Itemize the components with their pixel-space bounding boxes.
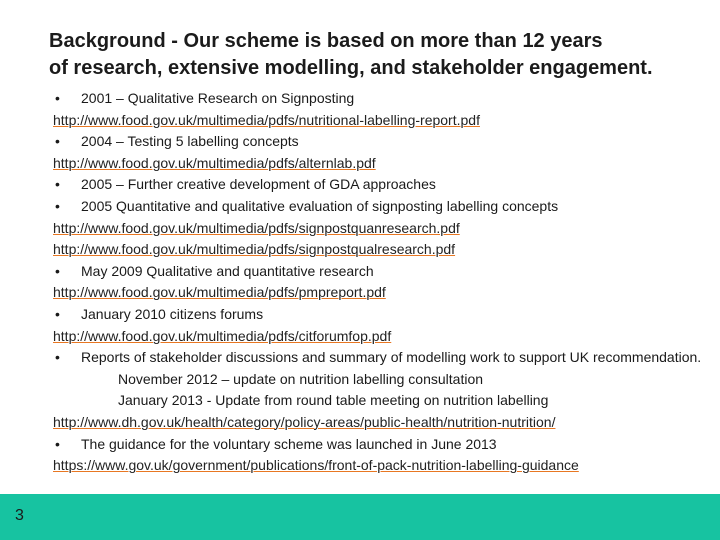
list-item: • 2005 – Further creative development of GDA approaches xyxy=(53,174,718,196)
reference-link[interactable]: https://www.gov.uk/government/publications/front-of-pack-nutrition-labelling-guidance xyxy=(53,457,579,474)
reference-link[interactable]: http://www.dh.gov.uk/health/category/policy-areas/public-health/nutrition-nutrition/ xyxy=(53,413,556,430)
bullet-icon: • xyxy=(55,349,60,366)
reference-link[interactable]: http://www.food.gov.uk/multimedia/pdfs/signpostqualresearch.pdf xyxy=(53,241,456,258)
bullet-icon: • xyxy=(55,305,60,322)
list-item: • 2005 Quantitative and qualitative evaluation of signposting labelling concepts xyxy=(53,196,718,218)
list-item: • The guidance for the voluntary scheme was launched in June 2013 xyxy=(53,434,718,456)
reference-link[interactable]: http://www.food.gov.uk/multimedia/pdfs/alternlab.pdf xyxy=(53,154,376,171)
list-item: • 2001 – Qualitative Research on Signposting xyxy=(53,88,718,110)
bullet-icon: • xyxy=(55,197,60,214)
title-line-2: of research, extensive modelling, and stakeholder engagement. xyxy=(49,57,653,79)
page-number: 3 xyxy=(15,507,24,524)
bullet-icon: • xyxy=(55,262,60,279)
list-item: • 2004 – Testing 5 labelling concepts xyxy=(53,131,718,153)
list-item: • Reports of stakeholder discussions and summary of modelling work to support UK recommendation. xyxy=(53,347,718,369)
bullet-icon: • xyxy=(55,176,60,193)
bullet-icon: • xyxy=(55,90,60,106)
title-line-1: Background - Our scheme is based on more than 12 years xyxy=(49,30,603,52)
sub-item: November 2012 – update on nutrition labelling consultation xyxy=(118,370,484,387)
list-item: • May 2009 Qualitative and quantitative research xyxy=(53,261,718,283)
list-item: • January 2010 citizens forums xyxy=(53,304,718,326)
bullet-icon: • xyxy=(55,435,60,452)
reference-list xyxy=(53,88,718,477)
reference-link[interactable]: http://www.food.gov.uk/multimedia/pdfs/nutritional-labelling-report.pdf xyxy=(53,111,480,128)
bullet-icon: • xyxy=(55,133,60,150)
reference-link[interactable]: http://www.food.gov.uk/multimedia/pdfs/signpostquanresearch.pdf xyxy=(53,219,460,236)
reference-link[interactable]: http://www.food.gov.uk/multimedia/pdfs/pmpreport.pdf xyxy=(53,284,386,301)
slide-title xyxy=(49,28,719,82)
sub-item: January 2013 - Update from round table meeting on nutrition labelling xyxy=(118,392,549,409)
footer-bar xyxy=(0,494,720,540)
reference-link[interactable]: http://www.food.gov.uk/multimedia/pdfs/citforumfop.pdf xyxy=(53,327,392,344)
